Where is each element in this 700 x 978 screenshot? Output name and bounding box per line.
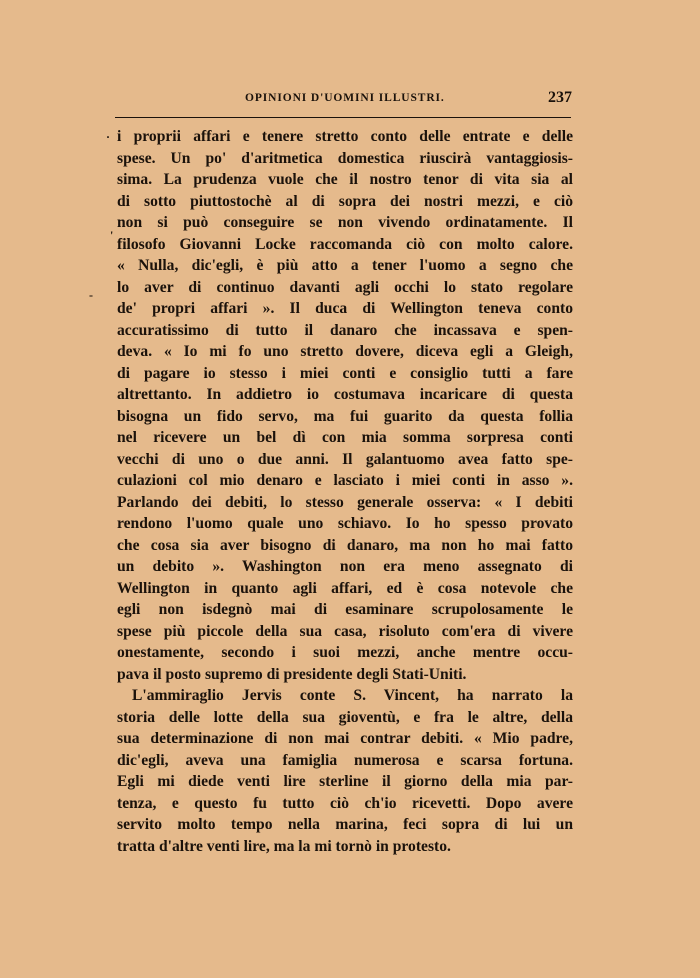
text-line: altrettanto. In addietro io costumava incaricare di questa [117, 386, 573, 403]
body-text [117, 126, 573, 857]
text-line: nel ricevere un bel dì con mia somma sorpresa conti [117, 429, 573, 446]
text-line: tratta d'altre venti lire, ma la mi tornò in protesto. [117, 837, 451, 855]
text-line: deva. « Io mi fo uno stretto dovere, diceva egli a Gleigh, [117, 343, 573, 360]
text-line: Parlando dei debiti, lo stesso generale osserva: « I debiti [117, 493, 573, 511]
page-number: 237 [548, 89, 572, 106]
text-line: filosofo Giovanni Locke raccomanda ciò con molto calore. [117, 235, 573, 253]
text-line: spese. Un po' d'aritmetica domestica riuscirà vantaggiosis- [117, 149, 573, 167]
text-line: bisogna un fido servo, ma fui guarito da questa follia [117, 407, 573, 425]
text-line: un debito ». Washington non era meno assegnato di [117, 558, 573, 575]
text-line: pava il posto supremo di presidente degli Stati-Uniti. [117, 665, 467, 683]
text-line: di pagare io stesso i miei conti e consiglio tutti a fare [117, 364, 573, 382]
text-line: dic'egli, aveva una famiglia numerosa e scarsa fortuna. [117, 751, 573, 769]
text-line: tenza, e questo fu tutto ciò ch'io ricevetti. Dopo avere [117, 794, 573, 812]
text-line: lo aver di continuo davanti agli occhi lo stato regolare [117, 278, 573, 296]
text-line: accuratissimo di tutto il danaro che incassava e spen- [117, 321, 573, 339]
text-line: non si può conseguire se non vivendo ordinatamente. Il [117, 214, 573, 231]
text-line: Wellington in quanto agli affari, ed è cosa notevole che [117, 579, 573, 597]
text-line: sima. La prudenza vuole che il nostro tenor di vita sia al [117, 171, 573, 188]
text-line: onestamente, secondo i suoi mezzi, anche mentre occu- [117, 644, 573, 661]
text-line: de' propri affari ». Il duca di Wellington teneva conto [117, 300, 573, 317]
text-line: che cosa sia aver bisogno di danaro, ma non ho mai fatto [117, 536, 573, 554]
text-line: rendono l'uomo quale uno schiavo. Io ho spesso provato [117, 515, 573, 532]
text-line: « Nulla, dic'egli, è più atto a tener l'uomo a segno che [117, 257, 573, 274]
running-title: OPINIONI D'UOMINI ILLUSTRI. [245, 92, 445, 104]
header-rule [115, 117, 571, 118]
text-line: di sotto piuttostochè al di sopra dei nostri mezzi, e ciò [117, 192, 573, 210]
text-line: Egli mi diede venti lire sterline il giorno della mia par- [117, 773, 573, 790]
text-line: storia delle lotte della sua gioventù, e fra le altre, della [117, 708, 573, 726]
text-line: spese più piccole della sua casa, risoluto com'era di vivere [117, 622, 573, 640]
text-line: servito molto tempo nella marina, feci sopra di lui un [117, 816, 573, 833]
text-line: i proprii affari e tenere stretto conto delle entrate e delle [117, 128, 573, 145]
text-line: culazioni col mio denaro e lasciato i miei conti in asso ». [117, 472, 573, 489]
margin-tick-mark: ' [110, 228, 114, 242]
running-head [0, 89, 700, 112]
text-line: sua determinazione di non mai contrar debiti. « Mio padre, [117, 730, 573, 747]
paragraph-start-line: L'ammiraglio Jervis conte S. Vincent, ha narrato la [132, 687, 573, 704]
margin-dot-mark: · [106, 130, 111, 144]
margin-dash-mark: - [89, 288, 93, 302]
text-line: egli non isdegnò mai di esaminare scrupolosamente le [117, 601, 573, 618]
text-line: vecchi di uno o due anni. Il galantuomo avea fatto spe- [117, 450, 573, 468]
